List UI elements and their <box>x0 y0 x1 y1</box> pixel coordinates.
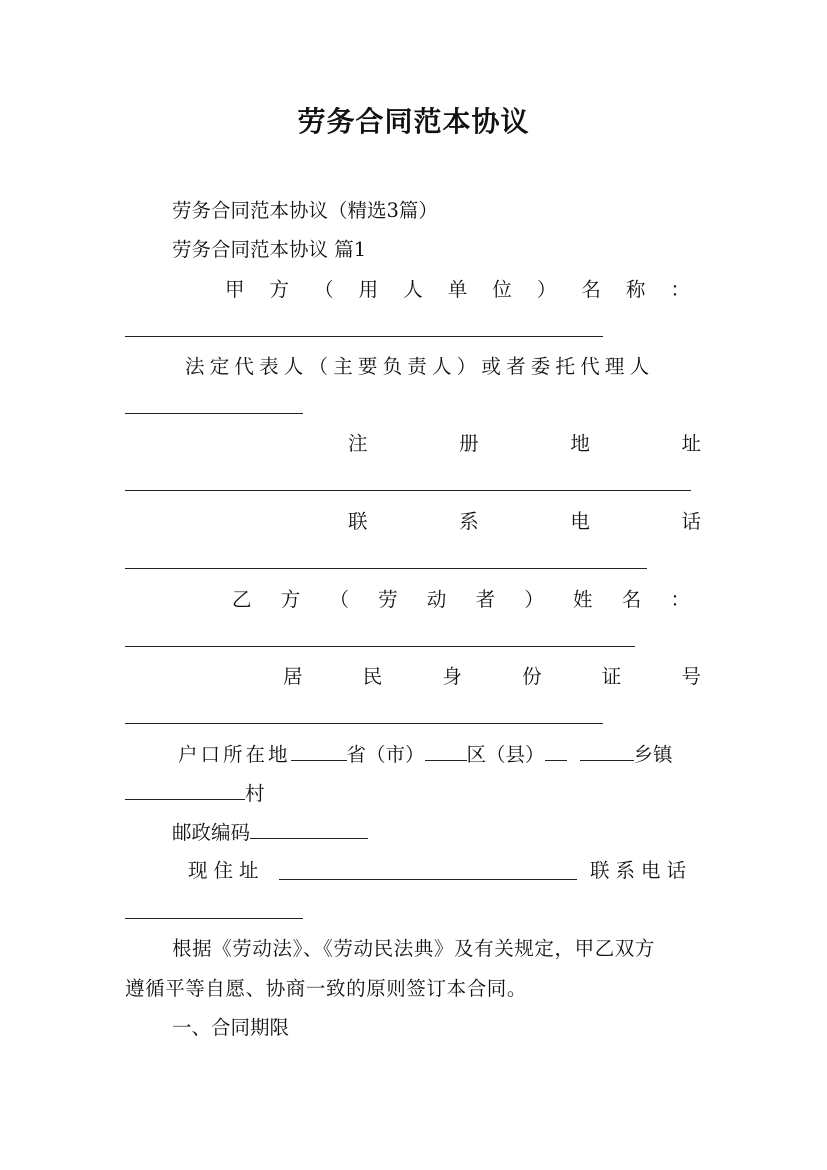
village-blank <box>125 781 245 800</box>
village-line <box>125 781 265 806</box>
household-label: 户口所在地 <box>178 743 291 766</box>
party-a-phone-blank <box>125 568 647 569</box>
party-a-name-label: 甲 方 （ 用 人 单 位 ） 名 称 ： <box>225 278 690 301</box>
town-label: 乡镇 <box>633 743 673 766</box>
basis-paragraph-line1: 根据《劳动法》、《劳动民法典》及有关规定，甲乙双方 <box>172 937 656 960</box>
current-address-blank <box>279 879 577 880</box>
district-blank <box>545 742 567 761</box>
party-a-rep-label: 法定代表人（主要负责人）或者委托代理人 <box>185 355 655 378</box>
party-b-id-blank <box>125 723 603 724</box>
postcode-blank <box>250 820 368 839</box>
party-a-phone-label: 联 系 电 话 <box>348 510 701 533</box>
household-line <box>178 742 673 767</box>
basis-paragraph-line2: 遵循平等自愿、协商一致的原则签订本合同。 <box>125 977 528 1000</box>
postcode-line <box>172 820 368 845</box>
section-one-heading: 一、合同期限 <box>172 1016 290 1039</box>
document-subtitle: 劳务合同范本协议（精选3篇） <box>172 199 438 222</box>
village-label: 村 <box>245 782 265 805</box>
document-title: 劳务合同范本协议 <box>297 105 530 138</box>
party-b-id-label: 居 民 身 份 证 号 <box>283 665 701 688</box>
party-b-name-label: 乙 方 （ 劳 动 者 ） 姓 名 ： <box>232 588 690 611</box>
party-a-name-blank <box>125 336 603 337</box>
town-blank <box>580 742 634 761</box>
province-blank <box>291 742 347 761</box>
current-address-line <box>188 859 265 883</box>
district-blank-field <box>425 742 467 761</box>
current-address-label: 现住址 <box>188 859 265 882</box>
district-label: 区（县） <box>466 743 545 766</box>
contact-phone-blank <box>125 918 303 919</box>
province-label: 省（市） <box>346 743 425 766</box>
party-a-address-blank <box>125 490 691 491</box>
article-heading: 劳务合同范本协议 篇1 <box>172 238 367 261</box>
contact-phone-label: 联系电话 <box>590 859 693 882</box>
party-a-rep-blank <box>125 413 303 414</box>
party-a-address-label: 注 册 地 址 <box>348 432 701 455</box>
postcode-label: 邮政编码 <box>172 821 251 844</box>
party-b-name-blank <box>125 646 635 647</box>
